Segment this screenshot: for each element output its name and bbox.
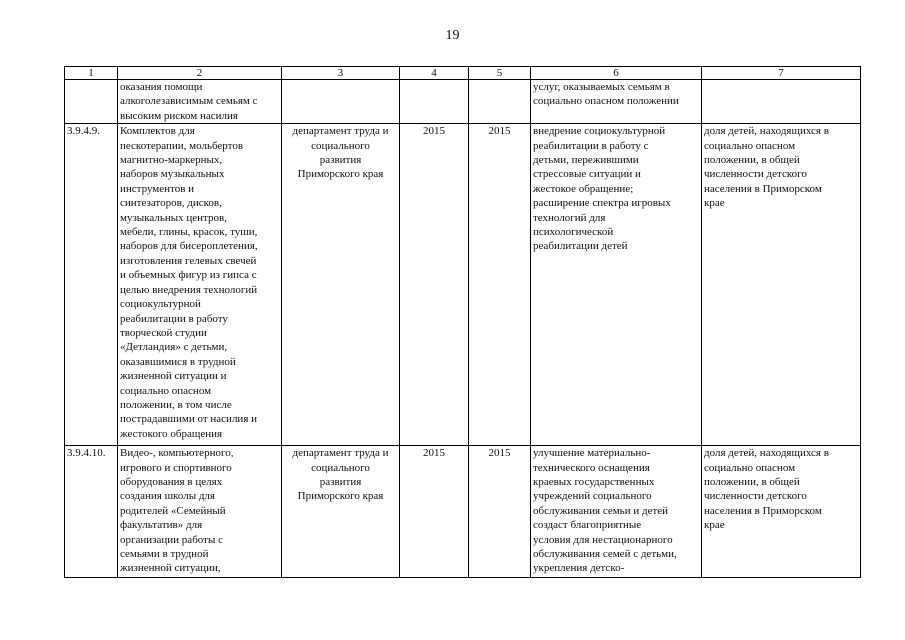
expected-result: улучшение материально- технического оснащения краевых государственных учреждений социального обслуживания семьи и детей создаст благоприятные условия для нестационарного обслуживания семей с детьми, укрепления детско-	[531, 446, 702, 578]
row-id: 3.9.4.10.	[65, 446, 118, 578]
table-row	[65, 124, 861, 446]
column-number: 2	[118, 67, 282, 80]
column-number: 7	[702, 67, 861, 80]
indicator: доля детей, находящихся в социально опасном положении, в общей численности детского населения в Приморском крае	[702, 446, 861, 578]
column-number: 1	[65, 67, 118, 80]
start-year: 2015	[400, 446, 469, 578]
end-year: 2015	[469, 124, 531, 446]
end-year	[469, 80, 531, 124]
measure-name: Видео-, компьютерного, игрового и спортивного оборудования в целях создания школы для родителей «Семейный факультатив» для организации работы с семьями в трудной жизненной ситуации,	[118, 446, 282, 578]
end-year: 2015	[469, 446, 531, 578]
column-number: 5	[469, 67, 531, 80]
measure-name: Комплектов для пескотерапии, мольбертов магнитно-маркерных, наборов музыкальных инструментов и синтезаторов, дисков, музыкальных центров, мебели, глины, красок, туши, наборов для бисероплетения, изготовления гелевых свечей и объемных фигур из гипса с целью внедрения технологий социокультурной реабилитации в работу творческой студии «Детландия» с детьми, оказавшимися в трудной жизненной ситуации и социально опасном положении, в том числе пострадавшими от насилия и жестокого обращения	[118, 124, 282, 446]
row-id: 3.9.4.9.	[65, 124, 118, 446]
executor: департамент труда и социального развития Приморского края	[282, 446, 400, 578]
column-number: 4	[400, 67, 469, 80]
expected-result: услуг, оказываемых семьям в социально опасном положении	[531, 80, 702, 124]
start-year	[400, 80, 469, 124]
row-id	[65, 80, 118, 124]
start-year: 2015	[400, 124, 469, 446]
table-row	[65, 446, 861, 578]
page-number: 19	[445, 28, 460, 43]
executor: департамент труда и социального развития Приморского края	[282, 124, 400, 446]
executor	[282, 80, 400, 124]
column-number: 6	[531, 67, 702, 80]
column-number: 3	[282, 67, 400, 80]
table-row	[65, 80, 861, 124]
measure-name: оказания помощи алкоголезависимым семьям с высоким риском насилия	[118, 80, 282, 124]
expected-result: внедрение социокультурной реабилитации в работу с детьми, пережившими стрессовые ситуации и жестокое обращение; расширение спектра игровых технологий для психологической реабилитации детей	[531, 124, 702, 446]
indicator	[702, 80, 861, 124]
measures-table	[64, 66, 861, 578]
column-number-row	[65, 67, 861, 80]
indicator: доля детей, находящихся в социально опасном положении, в общей численности детского населения в Приморском крае	[702, 124, 861, 446]
